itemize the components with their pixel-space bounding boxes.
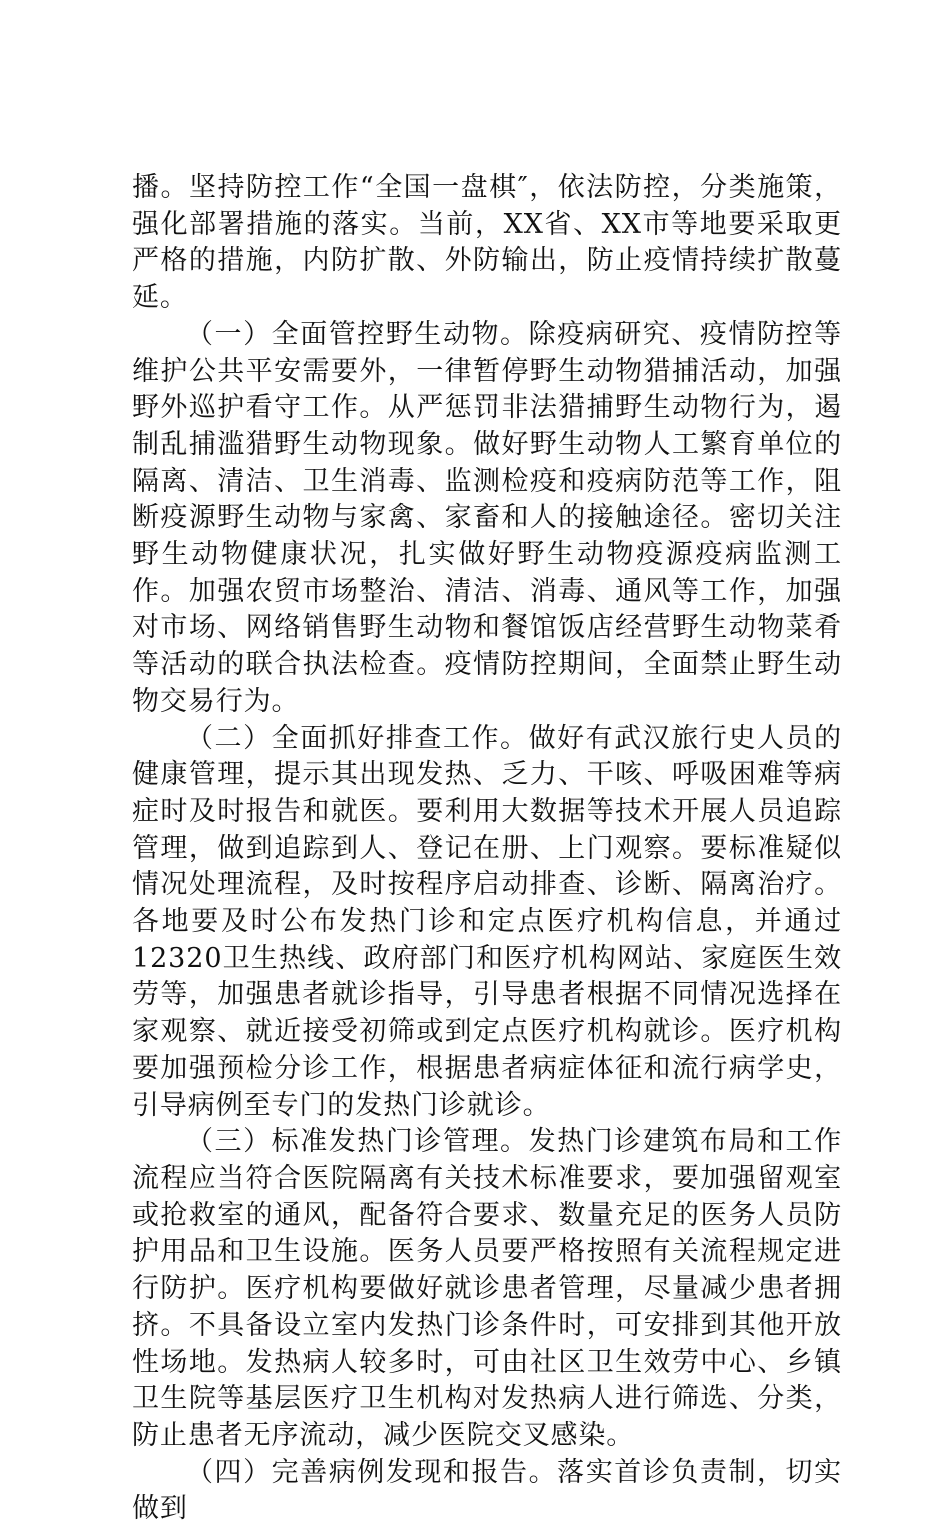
paragraph-screening: （二）全面抓好排查工作。做好有武汉旅行史人员的健康管理，提示其出现发热、乏力、干咳、呼吸困难等病症时及时报告和就医。要利用大数据等技术开展人员追踪管理，做到追踪到人、登记在册、上门观察。要标准疑似情况处理流程，及时按程序启动排查、诊断、隔离治疗。各地要及时公布发热门诊和定点医疗机构信息，并通过12320卫生热线、政府部门和医疗机构网站、家庭医生效劳等，加强患者就诊指导，引导患者根据不同情况选择在家观察、就近接受初筛或到定点医疗机构就诊。医疗机构要加强预检分诊工作，根据患者病症体征和流行病学史，引导病例至专门的发热门诊就诊。 <box>132 722 842 1121</box>
document-body <box>132 170 842 1528</box>
paragraph-fever-clinic: （三）标准发热门诊管理。发热门诊建筑布局和工作流程应当符合医院隔离有关技术标准要求，要加强留观室或抢救室的通风，配备符合要求、数量充足的医务人员防护用品和卫生设施。医务人员要严格按照有关流程规定进行防护。医疗机构要做好就诊患者管理，尽量减少患者拥挤。不具备设立室内发热门诊条件时，可安排到其他开放性场地。发热病人较多时，可由社区卫生效劳中心、乡镇卫生院等基层医疗卫生机构对发热病人进行筛选、分类，防止患者无序流动，减少医院交叉感染。 <box>132 1126 842 1451</box>
paragraph-wildlife-control: （一）全面管控野生动物。除疫病研究、疫情防控等维护公共平安需要外，一律暂停野生动物猎捕活动，加强野外巡护看守工作。从严惩罚非法猎捕野生动物行为，遏制乱捕滥猎野生动物现象。做好野生动物人工繁育单位的隔离、清洁、卫生消毒、监测检疫和疫病防范等工作，阻断疫源野生动物与家禽、家畜和人的接触途径。密切关注野生动物健康状况，扎实做好野生动物疫源疫病监测工作。加强农贸市场整治、清洁、消毒、通风等工作，加强对市场、网络销售野生动物和餐馆饭店经营野生动物菜肴等活动的联合执法检查。疫情防控期间，全面禁止野生动物交易行为。 <box>132 318 842 717</box>
paragraph-case-reporting: （四）完善病例发现和报告。落实首诊负责制，切实做到 <box>132 1456 842 1525</box>
paragraph-continuation: 播。坚持防控工作“全国一盘棋″，依法防控，分类施策，强化部署措施的落实。当前，XX省、XX市等地要采取更严格的措施，内防扩散、外防输出，防止疫情持续扩散蔓延。 <box>132 172 842 314</box>
